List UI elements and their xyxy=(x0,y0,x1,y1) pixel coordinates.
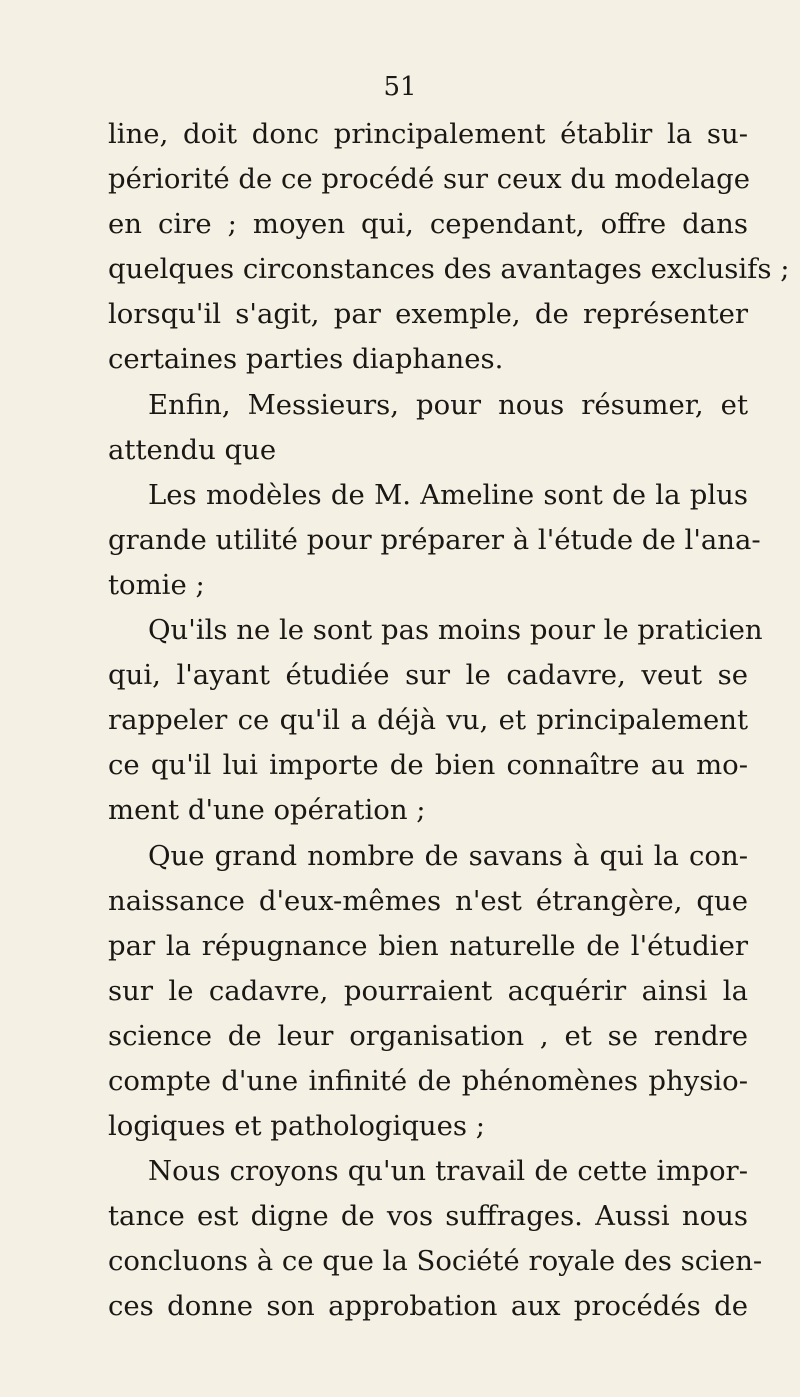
text-line: qui, l'ayant étudiée sur le cadavre, veut se xyxy=(108,659,748,692)
text-line: ment d'une opération ; xyxy=(108,794,426,827)
text-line: sur le cadavre, pourraient acquérir ainsi la xyxy=(108,974,748,1007)
text-line: naissance d'eux-mêmes n'est étrangère, que xyxy=(108,884,748,917)
text-line: grande utilité pour préparer à l'étude de l'ana- xyxy=(108,523,761,556)
text-line: line, doit donc principalement établir la su- xyxy=(108,118,748,150)
text-line: quelques circonstances des avantages exclusifs ; xyxy=(108,253,790,286)
text-line: en cire ; moyen qui, cependant, offre dans xyxy=(108,208,748,241)
page-number: 51 xyxy=(383,72,417,102)
text-line: rappeler ce qu'il a déjà vu, et principalement xyxy=(108,704,748,737)
text-line: logiques et pathologiques ; xyxy=(108,1110,486,1143)
text-line: science de leur organisation , et se rendre xyxy=(108,1019,748,1052)
text-line: tomie ; xyxy=(108,568,205,601)
text-line: lorsqu'il s'agit, par exemple, de représenter xyxy=(108,298,748,331)
text-line: périorité de ce procédé sur ceux du modelage xyxy=(108,163,751,196)
text-line: Qu'ils ne le sont pas moins pour le praticien xyxy=(148,614,763,647)
text-line: Nous croyons qu'un travail de cette impor- xyxy=(148,1155,748,1188)
text-line: ce qu'il lui importe de bien connaître au mo- xyxy=(108,749,748,782)
text-line: par la répugnance bien naturelle de l'étudier xyxy=(108,929,748,962)
text-line: Les modèles de M. Ameline sont de la plus xyxy=(148,478,748,511)
text-line: compte d'une infinité de phénomènes physio- xyxy=(108,1064,748,1097)
text-line: concluons à ce que la Société royale des scien- xyxy=(108,1245,763,1278)
text-line: Que grand nombre de savans à qui la con- xyxy=(148,839,748,872)
text-line: tance est digne de vos suffrages. Aussi nous xyxy=(108,1200,748,1233)
text-line: Enfin, Messieurs, pour nous résumer, et xyxy=(148,388,748,421)
text-line: ces donne son approbation aux procédés de xyxy=(108,1290,748,1323)
text-line: certaines parties diaphanes. xyxy=(108,343,504,376)
text-line: attendu que xyxy=(108,433,277,466)
body-text xyxy=(108,112,790,1330)
